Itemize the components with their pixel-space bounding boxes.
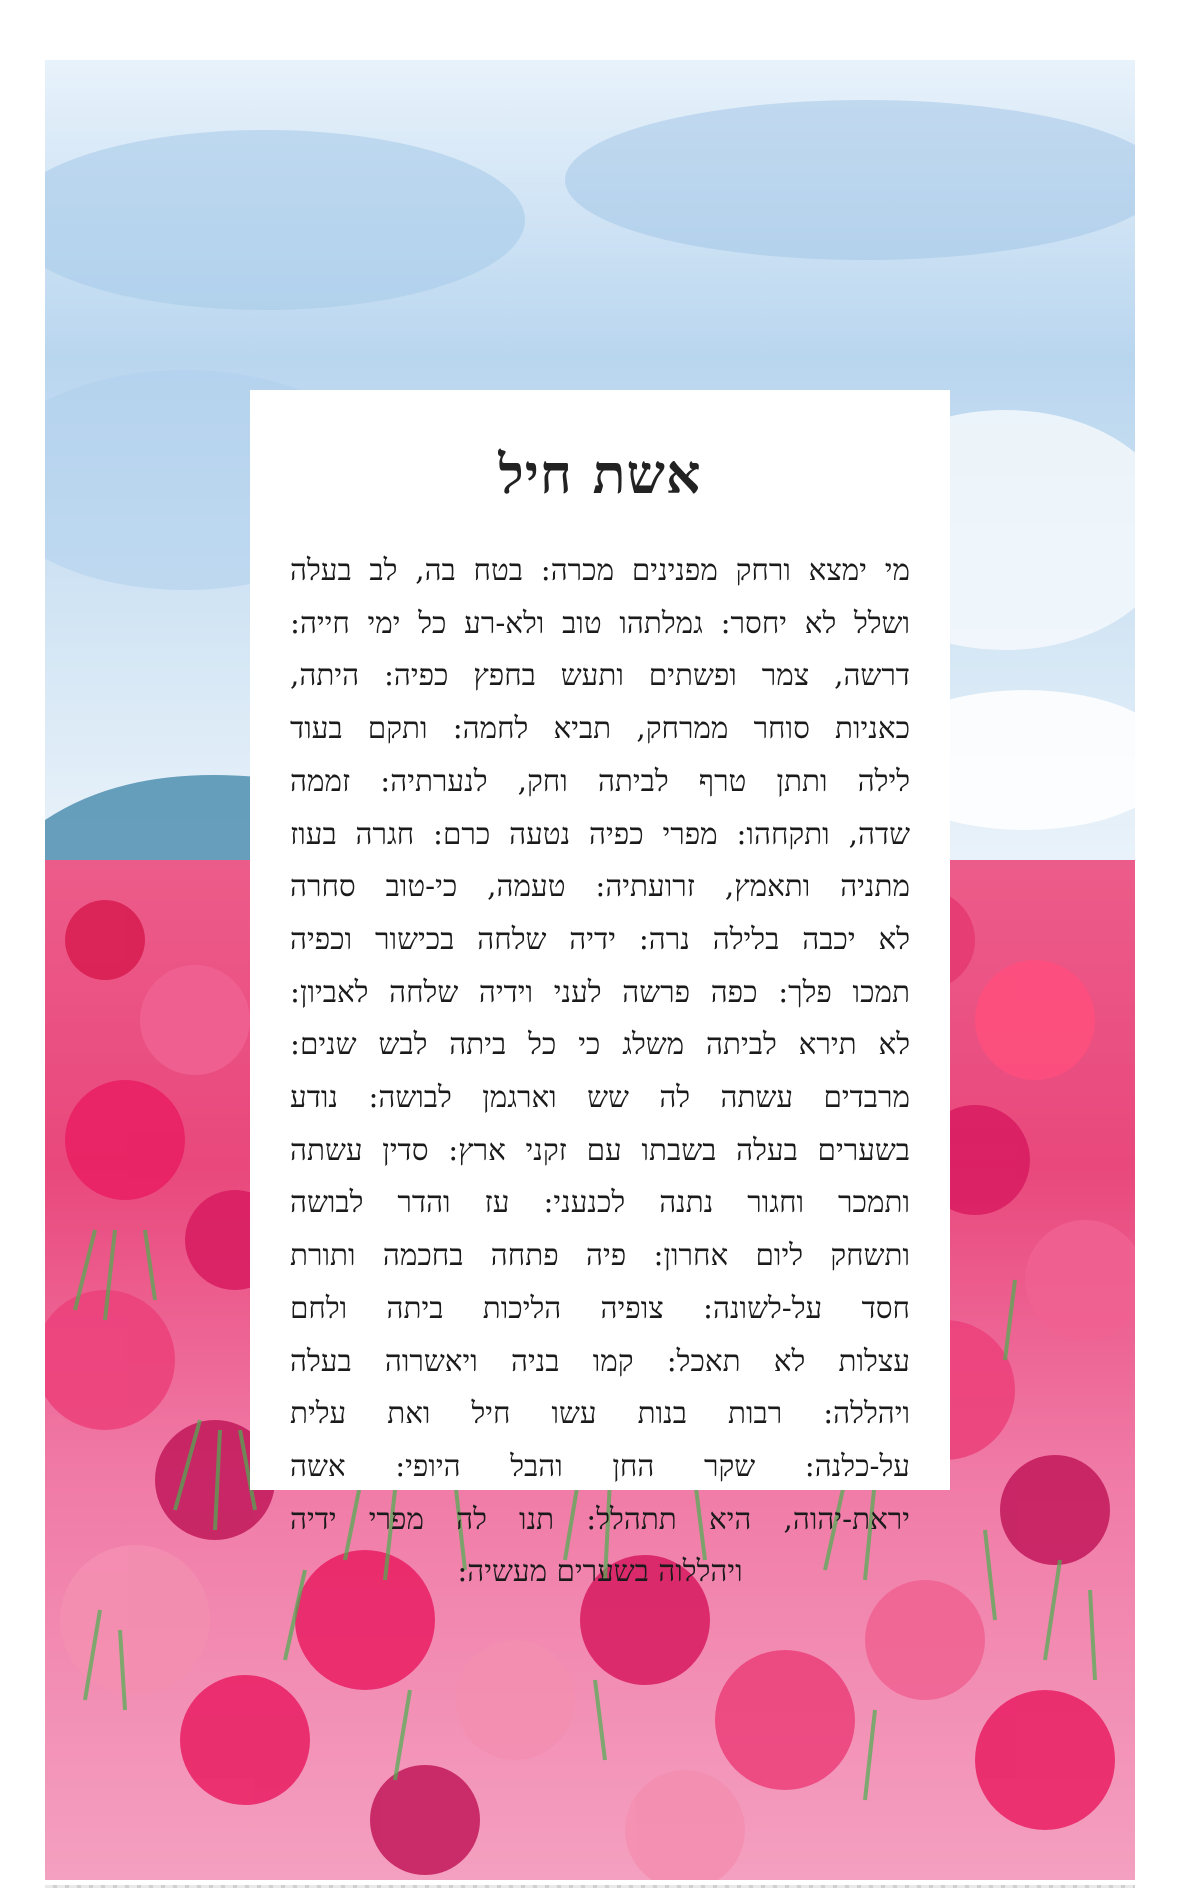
poem-line: מתניה ותאמץ, זרועתיה: טעמה, כי-טוב סחרה	[290, 869, 910, 904]
bottom-border	[45, 1885, 1135, 1888]
poem-title: אשת חיל	[498, 442, 702, 506]
poem-line: מי ימצא ורחק מפנינים מכרה: בטח בה, לב בעלה	[290, 553, 910, 587]
poem-line: לא יכבה בלילה נרה: ידיה שלחה בכישור וכפיה	[290, 921, 910, 956]
poem-line: ותשחק ליום אחרון: פיה פתחה בחכמה ותורת	[290, 1238, 910, 1273]
poem-line: כאניות סוחר ממרחק, תביא לחמה: ותקם בעוד	[290, 711, 910, 746]
poem-line: חסד על-לשונה: צופיה הליכות ביתה ולחם	[290, 1290, 910, 1325]
poem-line-last: ויהללוה בשערים מעשיה:	[457, 1554, 743, 1589]
poem-line: מרבדים עשתה לה שש וארגמן לבושה: נודע	[290, 1080, 910, 1115]
poem-line: בשערים בעלה בשבתו עם זקני ארץ: סדין עשתה	[290, 1132, 910, 1167]
poem-line: ותמכר וחגור נתנה לכנעני: עז והדר לבושה	[290, 1185, 910, 1220]
poem-line: תמכו פלך: כפה פרשה לעני וידיה שלחה לאביון:	[290, 974, 910, 1009]
poem-line: עצלות לא תאכל: קמו בניה ויאשרוה בעלה	[290, 1343, 910, 1378]
poem-line: שדה, ותקחהו: מפרי כפיה נטעה כרם: חגרה בעוז	[290, 816, 910, 851]
text-panel	[250, 390, 950, 1589]
poem-line: דרשה, צמר ופשתים ותעש בחפץ כפיה: היתה,	[290, 658, 910, 693]
poem-line: על-כלנה: שקר החן והבל היופי: אשה	[290, 1448, 910, 1483]
poem-line: ושלל לא יחסר: גמלתהו טוב ולא-רע כל ימי חייה:	[290, 605, 910, 640]
poem-line: ויהללה: רבות בנות עשו חיל ואת עלית	[290, 1396, 910, 1431]
poem-body	[290, 544, 910, 1598]
poem-line: לילה ותתן טרף לביתה וחק, לנערתיה: זממה	[290, 763, 910, 798]
poem-line: לא תירא לביתה משלג כי כל ביתה לבש שנים:	[290, 1027, 910, 1062]
poem-line: יראת-יהוה, היא תתהלל: תנו לה מפרי ידיה	[290, 1501, 910, 1536]
